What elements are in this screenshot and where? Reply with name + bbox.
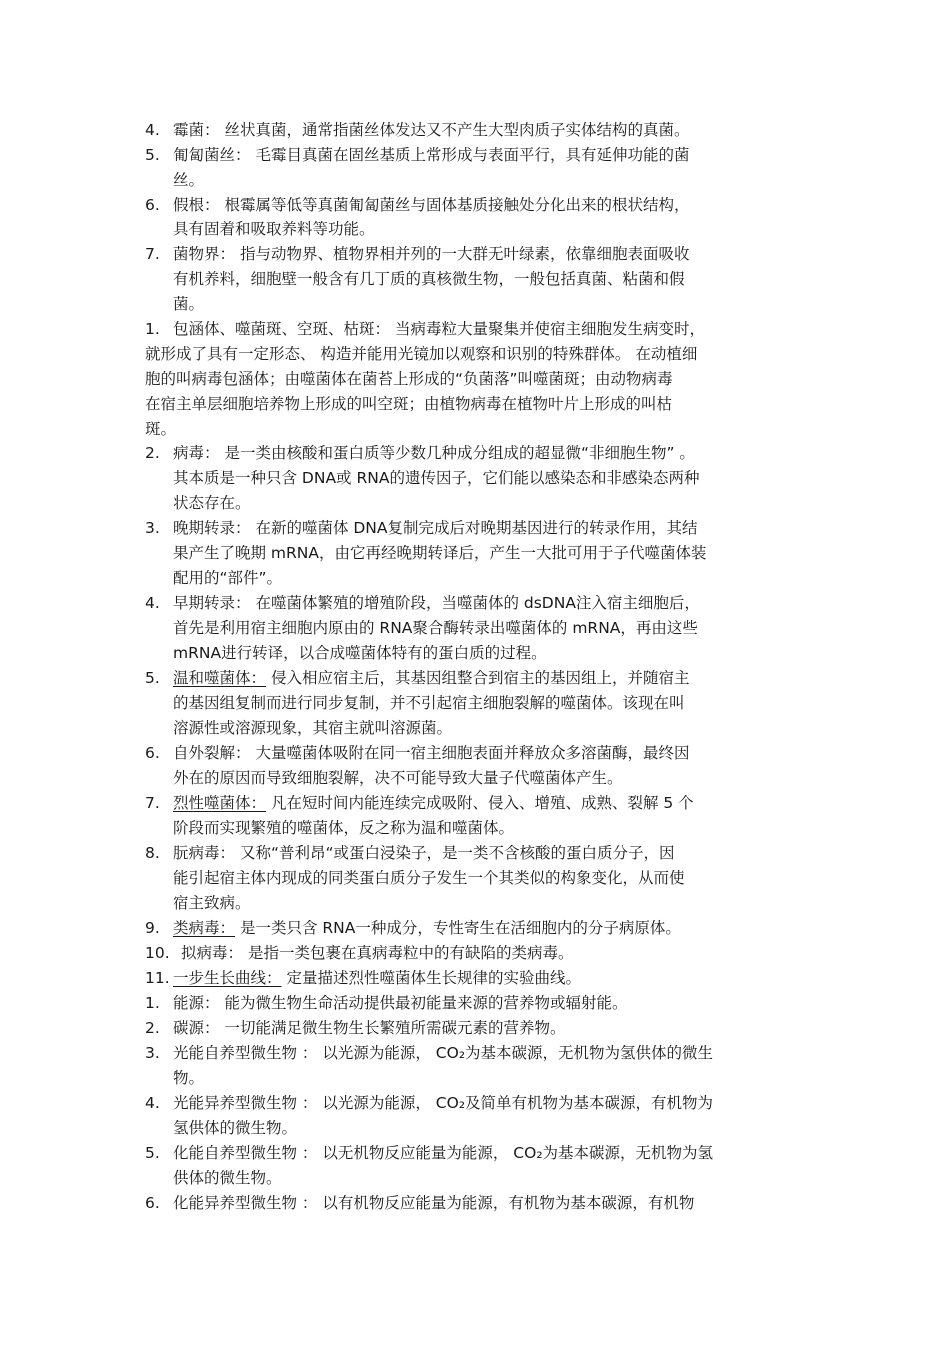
item-text-continued: 斑。 [145, 420, 177, 438]
item-term: 拟病毒： [181, 944, 244, 962]
definition-item [145, 668, 689, 690]
item-text: 以无机物反应能量为能源， CO₂为基本碳源，无机物为氢 [317, 1144, 714, 1162]
item-number: 6. [145, 744, 160, 762]
definition-item [145, 195, 689, 217]
definition-item [145, 145, 689, 167]
item-text: 能为微生物生命活动提供最初能量来源的营养物或辐射能。 [219, 994, 628, 1012]
definition-item [145, 1043, 713, 1065]
item-text: 大量噬菌体吸附在同一宿主细胞表面并释放众多溶菌酶，最终因 [250, 744, 690, 762]
item-text: 以光源为能源， CO₂及简单有机物为基本碳源，有机物为 [317, 1094, 714, 1112]
item-text: 侵入相应宿主后，其基因组整合到宿主的基因组上，并随宿主 [266, 669, 690, 687]
item-text-continued: 状态存在。 [173, 494, 251, 512]
item-term: 晚期转录： [173, 519, 251, 537]
item-number: 1. [145, 320, 160, 338]
item-number: 3. [145, 1044, 160, 1062]
item-text: 是一类只含 RNA一种成分，专性寄生在活细胞内的分子病原体。 [235, 919, 681, 937]
item-text-continued: mRNA进行转译，以合成噬菌体特有的蛋白质的过程。 [173, 644, 547, 662]
item-term: 早期转录： [173, 594, 251, 612]
item-text: 根霉属等低等真菌匍匐菌丝与固体基质接触处分化出来的根状结构， [219, 196, 690, 214]
item-text: 指与动物界、植物界相并列的一大群无叶绿素，依靠细胞表面吸收 [235, 245, 690, 263]
item-text-continued: 在宿主单层细胞培养物上形成的叫空斑；由植物病毒在植物叶片上形成的叫枯 [145, 395, 673, 413]
item-number: 11. [145, 969, 170, 987]
item-term: 自外裂解： [173, 744, 251, 762]
item-term: 一步生长曲线： [173, 969, 282, 987]
item-term: 烈性噬菌体： [173, 794, 267, 812]
item-text-continued: 能引起宿主体内现成的同类蛋白质分子发生一个其类似的构象变化，从而使 [173, 869, 685, 887]
item-text: 是指一类包裹在真病毒粒中的有缺陷的类病毒。 [243, 944, 574, 962]
item-number: 5. [145, 146, 160, 164]
item-text-continued: 宿主致病。 [173, 894, 251, 912]
item-text-continued: 具有固着和吸取养料等功能。 [173, 220, 375, 238]
item-term: 类病毒： [173, 919, 236, 937]
definition-item [145, 518, 698, 540]
item-term: 病毒： [173, 444, 220, 462]
item-number: 7. [145, 794, 160, 812]
definition-item [145, 443, 695, 465]
definition-item [145, 120, 689, 142]
definition-item [145, 1018, 565, 1040]
item-term: 光能自养型微生物 ： [173, 1044, 318, 1062]
definition-item [145, 1143, 713, 1165]
item-text-continued: 物。 [173, 1069, 205, 1087]
item-number: 3. [145, 519, 160, 537]
item-term: 匍匐菌丝： [173, 146, 251, 164]
item-term: 化能自养型微生物 ： [173, 1144, 318, 1162]
item-text-continued: 有机养料，细胞壁一般含有几丁质的真核微生物，一般包括真菌、粘菌和假 [173, 270, 685, 288]
item-number: 9. [145, 919, 160, 937]
item-text: 丝状真菌，通常指菌丝体发达又不产生大型肉质子实体结构的真菌。 [219, 121, 690, 139]
item-text-continued: 菌。 [173, 295, 205, 313]
item-number: 2. [145, 444, 160, 462]
item-text: 是一类由核酸和蛋白质等少数几种成分组成的超显微“非细胞生物” 。 [219, 444, 695, 462]
item-number: 6. [145, 196, 160, 214]
item-term: 朊病毒： [173, 844, 236, 862]
item-text: 以光源为能源， CO₂为基本碳源，无机物为氢供体的微生 [317, 1044, 714, 1062]
item-text-continued: 其本质是一种只含 DNA或 RNA的遗传因子，它们能以感染态和非感染态两种 [173, 469, 700, 487]
item-text-continued: 阶段而实现繁殖的噬菌体，反之称为温和噬菌体。 [173, 819, 515, 837]
item-text-continued: 外在的原因而导致细胞裂解，决不可能导致大量子代噬菌体产生。 [173, 769, 623, 787]
item-term: 温和噬菌体： [173, 669, 267, 687]
item-text: 毛霉目真菌在固丝基质上常形成与表面平行，具有延伸功能的菌 [250, 146, 690, 164]
item-text-continued: 配用的“部件”。 [173, 569, 283, 587]
item-text-continued: 溶源性或溶源现象，其宿主就叫溶源菌。 [173, 719, 453, 737]
item-text: 以有机物反应能量为能源，有机物为基本碳源，有机物 [317, 1194, 695, 1212]
item-text: 在噬菌体繁殖的增殖阶段，当噬菌体的 dsDNA注入宿主细胞后， [250, 594, 700, 612]
item-text: 凡在短时间内能连续完成吸附、侵入、增殖、成熟、裂解 5 个 [266, 794, 694, 812]
definition-item [145, 793, 694, 815]
item-term: 霉菌： [173, 121, 220, 139]
definition-item [145, 244, 689, 266]
item-text-continued: 的基因组复制而进行同步复制，并不引起宿主细胞裂解的噬菌体。该现在叫 [173, 694, 685, 712]
item-number: 6. [145, 1194, 160, 1212]
definition-item [145, 993, 627, 1015]
item-term: 假根： [173, 196, 220, 214]
item-text-continued: 果产生了晚期 mRNA，由它再经晚期转译后，产生一大批可用于子代噬菌体装 [173, 544, 707, 562]
item-number: 1. [145, 994, 160, 1012]
item-number: 5. [145, 669, 160, 687]
definition-item [145, 1193, 694, 1215]
item-text-continued: 供体的微生物。 [173, 1169, 282, 1187]
item-text: 在新的噬菌体 DNA复制完成后对晚期基因进行的转录作用，其结 [250, 519, 698, 537]
definition-item [145, 743, 689, 765]
item-text-continued: 氢供体的微生物。 [173, 1119, 298, 1137]
definition-item [145, 943, 573, 965]
item-term: 菌物界： [173, 245, 236, 263]
item-number: 8. [145, 844, 160, 862]
item-text-continued: 丝。 [173, 171, 205, 189]
item-text: 一切能满足微生物生长繁殖所需碳元素的营养物。 [219, 1019, 566, 1037]
item-number: 4. [145, 594, 160, 612]
definition-item [145, 319, 705, 341]
item-text-continued: 胞的叫病毒包涵体；由噬菌体在菌苔上形成的“负菌落”叫噬菌斑；由动物病毒 [145, 370, 673, 388]
item-number: 4. [145, 1094, 160, 1112]
item-term: 能源： [173, 994, 220, 1012]
item-number: 5. [145, 1144, 160, 1162]
item-number: 2. [145, 1019, 160, 1037]
item-text: 当病毒粒大量聚集并使宿主细胞发生病变时， [390, 320, 705, 338]
item-text: 定量描述烈性噬菌体生长规律的实验曲线。 [281, 969, 581, 987]
item-term: 包涵体、噬菌斑、空斑、枯斑： [173, 320, 391, 338]
item-term: 光能异养型微生物 ： [173, 1094, 318, 1112]
item-text-continued: 就形成了具有一定形态、 构造并能用光镜加以观察和识别的特殊群体。 在动植细 [145, 345, 698, 363]
item-number: 10. [145, 944, 170, 962]
definition-item [145, 1093, 713, 1115]
item-term: 碳源： [173, 1019, 220, 1037]
item-text: 又称“普利昂“或蛋白浸染子，是一类不含核酸的蛋白质分子，因 [235, 844, 675, 862]
item-term: 化能异养型微生物 ： [173, 1194, 318, 1212]
item-number: 4. [145, 121, 160, 139]
definition-item [145, 918, 681, 940]
item-number: 7. [145, 245, 160, 263]
definition-item [145, 968, 581, 990]
item-text-continued: 首先是利用宿主细胞内原由的 RNA聚合酶转录出噬菌体的 mRNA，再由这些 [173, 619, 698, 637]
definition-item [145, 593, 700, 615]
definition-item [145, 843, 675, 865]
